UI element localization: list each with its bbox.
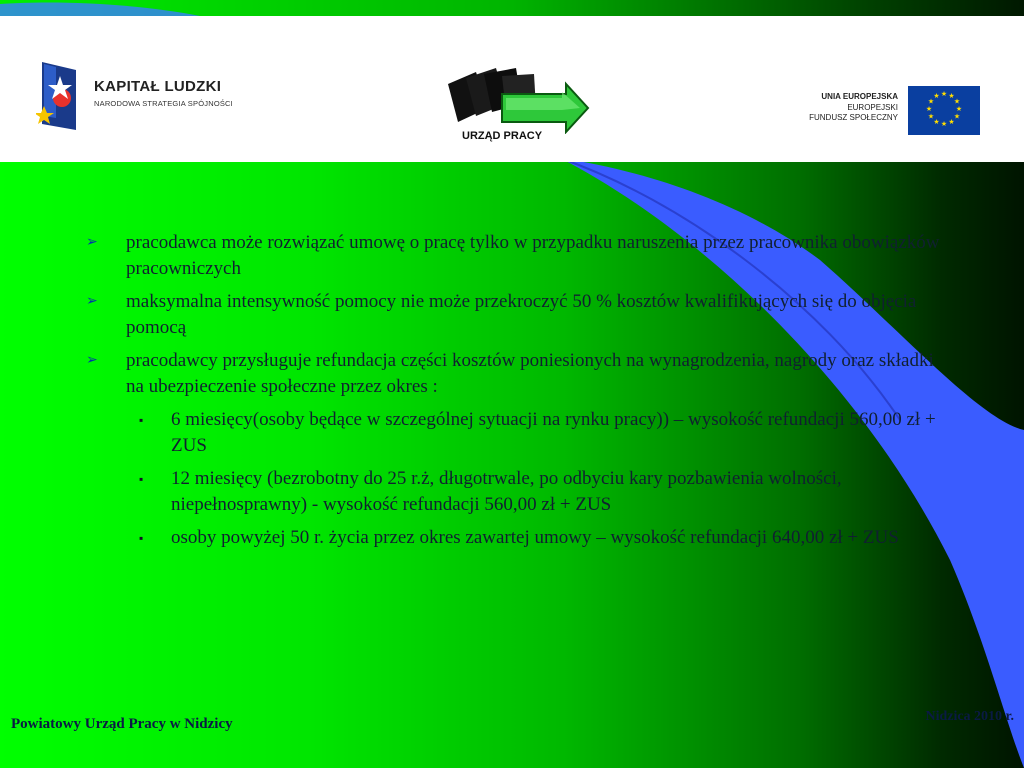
square-bullet-icon: ▪ <box>139 413 144 427</box>
svg-text:★: ★ <box>933 92 940 100</box>
sub-list-item <box>86 525 946 551</box>
list-item-text: pracodawcy przysługuje refundacja części kosztów poniesionych na wynagrodzenia, nagrody oraz składki na ubezpieczenie społeczne przez okres : <box>126 350 934 397</box>
arrow-bullet-icon: ➢ <box>86 353 98 368</box>
square-bullet-icon: ▪ <box>139 472 144 486</box>
sub-list-item <box>86 466 946 518</box>
header-logo-bar <box>0 16 1024 162</box>
svg-text:★: ★ <box>940 120 948 128</box>
arrow-bullet-icon: ➢ <box>86 294 98 309</box>
svg-text:★: ★ <box>927 112 935 121</box>
ue-line-1: UNIA EUROPEJSKA <box>821 92 898 101</box>
svg-text:★: ★ <box>955 105 963 113</box>
kapital-ludzki-logo <box>36 58 276 132</box>
svg-text:★: ★ <box>927 97 935 106</box>
sub-list-item-text: 6 miesięcy(osoby będące w szczególnej sytuacji na rynku pracy)) – wysokość refundacji 560,00 zł + ZUS <box>171 409 936 456</box>
list-item <box>86 230 946 282</box>
svg-text:★: ★ <box>948 92 955 100</box>
ue-line-3: FUNDUSZ SPOŁECZNY <box>809 113 898 122</box>
arrow-bullet-icon: ➢ <box>86 235 98 250</box>
footer-date: Nidzica 2010 r. <box>925 709 1014 724</box>
sub-list-item-text: 12 miesięcy (bezrobotny do 25 r.ż, długotrwale, po odbyciu kary pozbawienia wolności, niepełnosprawny) - wysokość refundacji 560,00 zł + ZUS <box>171 468 842 515</box>
list-item-text: pracodawca może rozwiązać umowę o pracę tylko w przypadku naruszenia przez pracownika obowiązków pracowniczych <box>126 232 940 279</box>
svg-text:★: ★ <box>925 105 933 113</box>
kapital-ludzki-subtitle: NARODOWA STRATEGIA SPÓJNOŚCI <box>94 99 233 108</box>
list-item-text: maksymalna intensywność pomocy nie może przekroczyć 50 % kosztów kwalifikujących się do objęcia pomocą <box>126 291 917 338</box>
ue-line-2: EUROPEJSKI <box>847 102 898 112</box>
urzad-pracy-label: URZĄD PRACY <box>462 130 543 142</box>
urzad-pracy-cards-arrow-icon <box>440 64 600 134</box>
square-bullet-icon: ▪ <box>139 531 144 545</box>
footer-office-name: Powiatowy Urząd Pracy w Nidzicy <box>11 716 233 732</box>
list-item <box>86 289 946 341</box>
list-item <box>86 348 946 400</box>
unia-europejska-text <box>809 92 898 124</box>
svg-text:★: ★ <box>948 118 955 126</box>
eu-flag-icon <box>908 86 980 135</box>
svg-text:★: ★ <box>953 112 961 121</box>
svg-text:★: ★ <box>933 118 940 126</box>
svg-text:★: ★ <box>940 90 948 98</box>
sub-list-item <box>86 407 946 459</box>
urzad-pracy-logo <box>440 64 600 150</box>
kapital-ludzki-title: KAPITAŁ LUDZKI <box>94 78 222 95</box>
kapital-ludzki-emblem-icon <box>36 58 86 132</box>
slide-content <box>86 230 946 558</box>
unia-europejska-logo <box>790 84 980 140</box>
sub-list-item-text: osoby powyżej 50 r. życia przez okres zawartej umowy – wysokość refundacji 640,00 zł + ZUS <box>171 527 899 548</box>
svg-text:★: ★ <box>953 97 961 106</box>
